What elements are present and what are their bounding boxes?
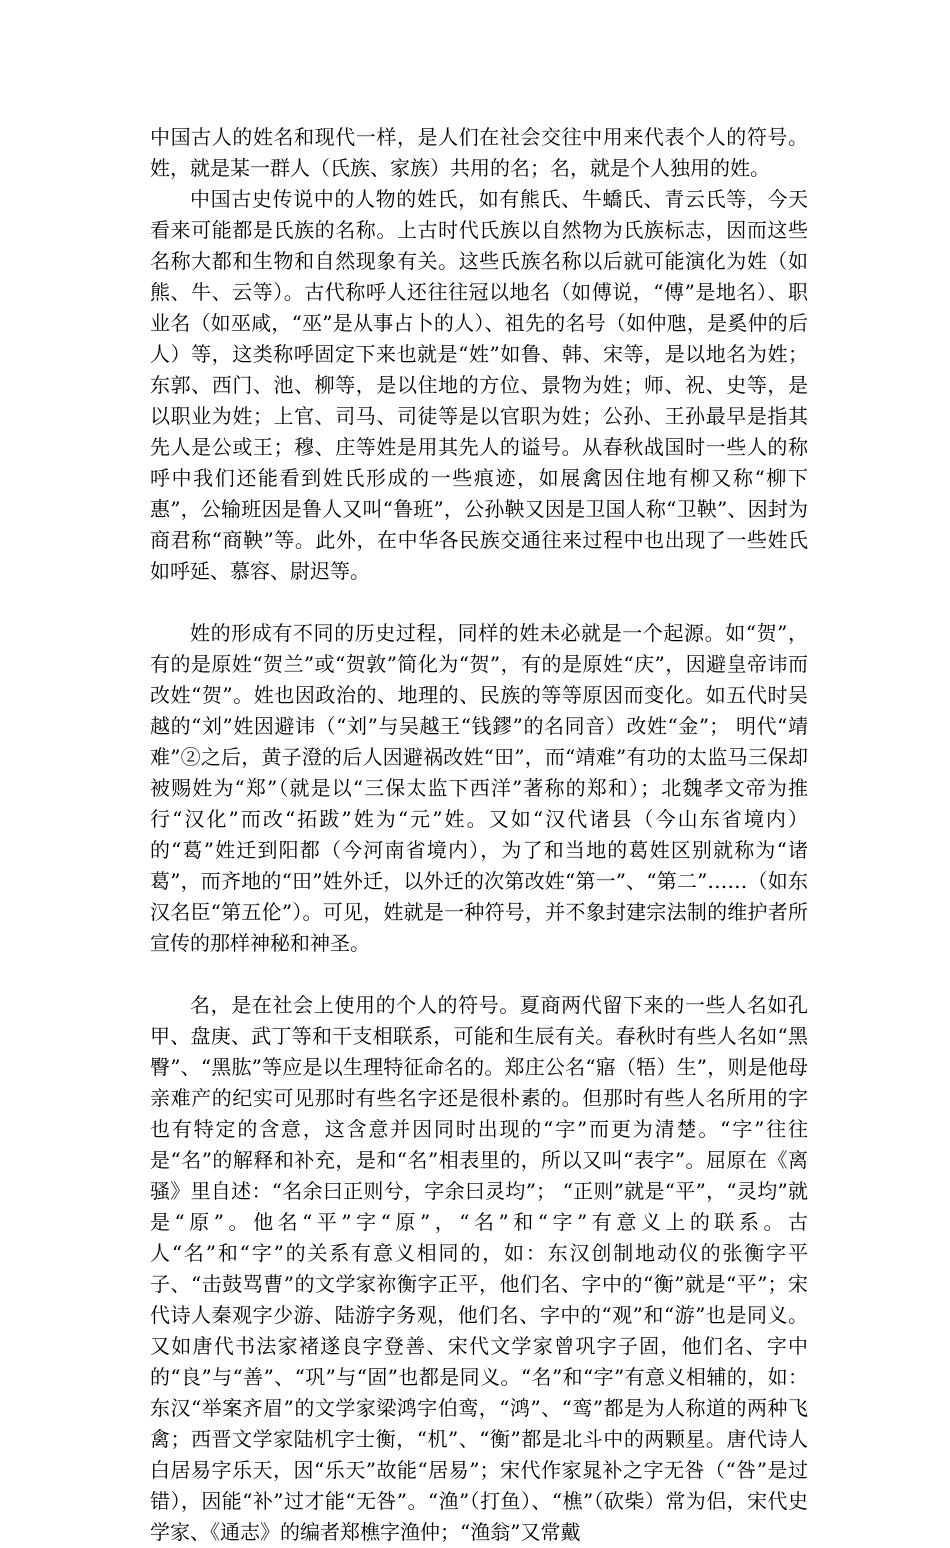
- body-text: [150, 122, 808, 1548]
- paragraph-intro: 中国古人的姓名和现代一样，是人们在社会交往中用来代表个人的符号。姓，就是某一群人（氏族、家族）共用的名；名，就是个人独用的姓。: [150, 125, 808, 180]
- paragraph-surname-origins: 中国古史传说中的人物的姓氏，如有熊氏、牛蟜氏、青云氏等，今天看来可能都是氏族的名称。上古时代氏族以自然物为氏族标志，因而这些名称大都和生物和自然现象有关。这些氏族名称以后就可能演化为姓（如熊、牛、云等）。古代称呼人还往往冠以地名（如傅说，“傅”是地名）、职业名（如巫咸，“巫”是从事占卜的人）、祖先的名号（如仲虺，是奚仲的后人）等，这类称呼固定下来也就是“姓”如鲁、韩、宋等，是以地名为姓；东郭、西门、池、柳等，是以住地的方位、景物为姓；师、祝、史等，是以职业为姓；上官、司马、司徒等是以官职为姓；公孙、王孙最早是指其先人是公或王；穆、庄等姓是用其先人的谥号。从春秋战国时一些人的称呼中我们还能看到姓氏形成的一些痕迹，如展禽因住地有柳又称“柳下惠”，公输班因是鲁人又叫“鲁班”，公孙鞅又因是卫国人称“卫鞅”、因封为商君称“商鞅”等。此外，在中华各民族交通往来过程中也出现了一些姓氏如呼延、慕容、尉迟等。: [150, 187, 808, 583]
- paragraph-given-names: 名，是在社会上使用的个人的符号。夏商两代留下来的一些人名如孔甲、盘庚、武丁等和干支相联系，可能和生辰有关。春秋时有些人名如“黑臀”、“黑肱”等应是以生理特征命名的。郑庄公名“寤（牾）生”，则是他母亲难产的纪实可见那时有些名字还是很朴素的。但那时有些人名所用的字也有特定的含意，这含意并因同时出现的“字”而更为清楚。“字”往往是“名”的解释和补充，是和“名”相表里的，所以又叫“表字”。屈原在《离骚》里自述：“名余曰正则兮，字余曰灵均”； “正则”就是“平”，“灵均”就是“原”。他名“平”字“原”，“名”和“字”有意义上的联系。古人“名”和“字”的关系有意义相同的，如：东汉创制地动仪的张衡字平子、“击鼓骂曹”的文学家祢衡字正平，他们名、字中的“衡”就是“平”；宋代诗人秦观字少游、陆游字务观，他们名、字中的“观”和“游”也是同义。又如唐代书法家褚遂良字登善、宋代文学家曾巩字子固，他们名、字中的“良”与“善”、“巩”与“固”也都是同义。“名”和“字”有意义相辅的，如：东汉“举案齐眉”的文学家梁鸿字伯鸾，“鸿”、“鸾”都是为人称道的两种飞禽；西晋文学家陆机字士衡，“机”、“衡”都是北斗中的两颗星。唐代诗人白居易字乐天，因“乐天”故能“居易”；宋代作家晁补之字无咎（“咎”是过错），因能“补”过才能“无咎”。“渔”（打鱼）、“樵”（砍柴）常为侣，宋代史学家、《通志》的编者郑樵字渔仲；“渔翁”又常戴: [150, 993, 808, 1544]
- paragraph-surname-changes: 姓的形成有不同的历史过程，同样的姓未必就是一个起源。如“贺”，有的是原姓“贺兰”或“贺敦”简化为“贺”，有的是原姓“庆”，因避皇帝讳而改姓“贺”。姓也因政治的、地理的、民族的等等原因而变化。如五代时吴越的“刘”姓因避讳（“刘”与吴越王“钱鏐”的名同音）改姓“金”； 明代“靖难”②之后，黄子澄的后人因避祸改姓“田”，而“靖难”有功的太监马三保却被赐姓为“郑”（就是以“三保太监下西洋”著称的郑和）；北魏孝文帝为推行“汉化”而改“拓跋”姓为“元”姓。又如“汉代诸县（今山东省境内）的“葛”姓迁到阳都（今河南省境内），为了和当地的葛姓区别就称为“诸葛”，而齐地的“田”姓外迁，以外迁的次第改姓“第一”、“第二”……（如东汉名臣“第五伦”）。可见，姓就是一种符号，并不象封建宗法制的维护者所宣传的那样神秘和神圣。: [150, 621, 808, 955]
